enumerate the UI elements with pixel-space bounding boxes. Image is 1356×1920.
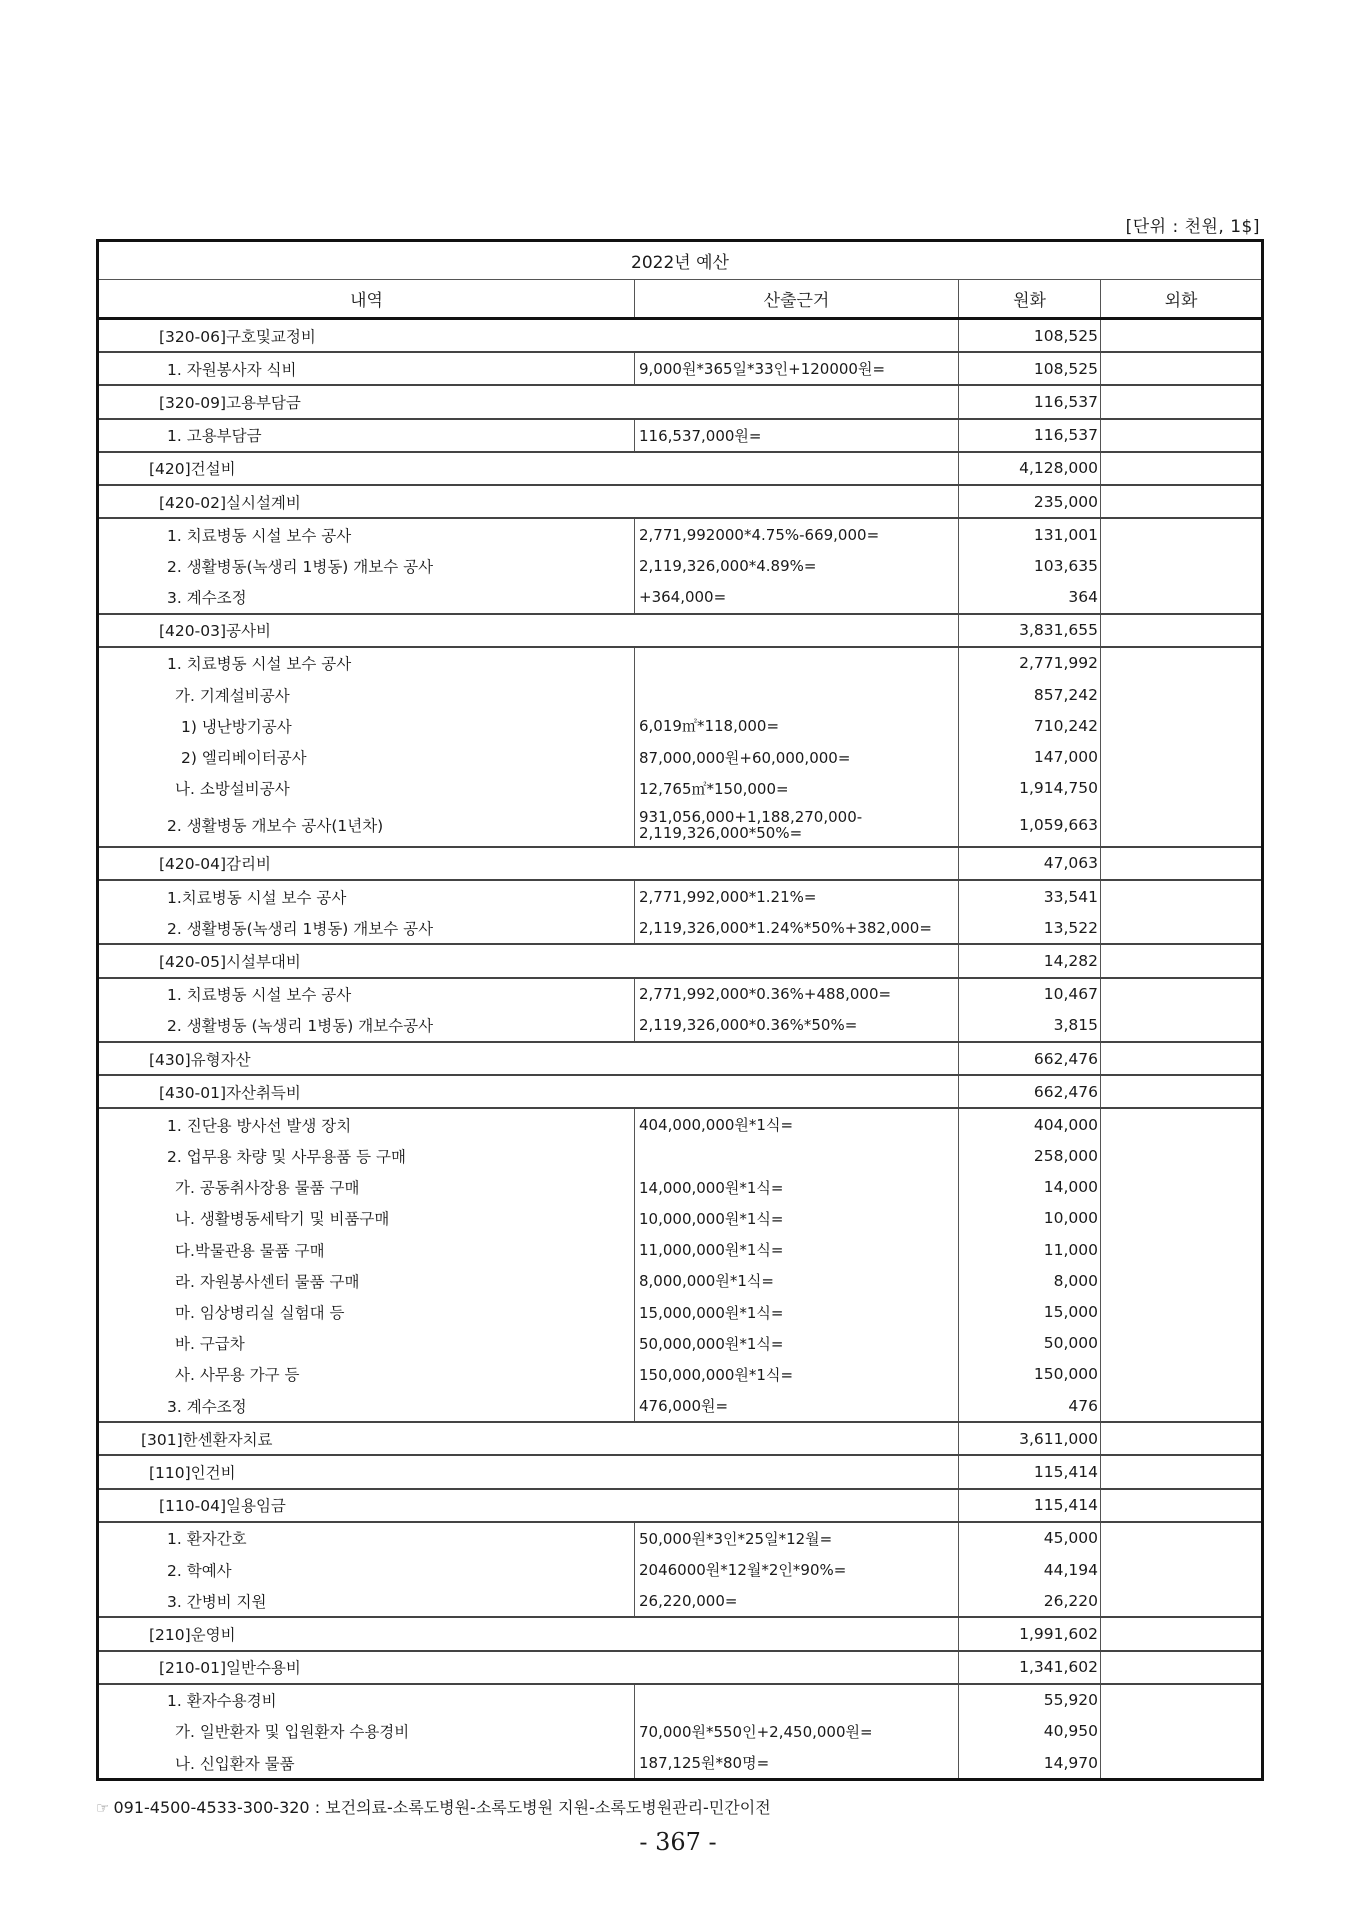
table-row-item: [98, 1141, 1263, 1172]
table-row-category: [98, 385, 1263, 418]
row-amount-krw: 15,000: [959, 1296, 1101, 1327]
table-row-item: [98, 741, 1263, 772]
row-amount-krw: 258,000: [959, 1141, 1101, 1172]
row-basis: 26,220,000=: [635, 1585, 959, 1617]
row-amount-foreign: [1101, 1203, 1263, 1234]
row-amount-foreign: [1101, 1296, 1263, 1327]
table-row-category: [98, 1042, 1263, 1075]
table-row-item: [98, 550, 1263, 581]
row-amount-foreign: [1101, 1234, 1263, 1265]
table-row-item: [98, 773, 1263, 804]
table-row-item: [98, 647, 1263, 679]
row-description: [320-09]고용부담금: [98, 385, 959, 418]
row-amount-krw: 662,476: [959, 1042, 1101, 1075]
row-amount-foreign: [1101, 1042, 1263, 1075]
row-amount-foreign: [1101, 1108, 1263, 1140]
row-description: [210-01]일반수용비: [98, 1651, 959, 1684]
row-description: [320-06]구호및교정비: [98, 319, 959, 353]
row-description: [420-04]감리비: [98, 847, 959, 880]
row-description: 2. 생활병동(녹생리 1병동) 개보수 공사: [167, 557, 434, 576]
row-basis: 2,771,992000*4.75%-669,000=: [635, 518, 959, 550]
row-amount-foreign: [1101, 1585, 1263, 1617]
unit-label: [단위 : 천원, 1$]: [1125, 217, 1260, 237]
table-row-category: [98, 319, 1263, 353]
row-amount-krw: 2,771,992: [959, 647, 1101, 679]
row-description: [430-01]자산취득비: [98, 1075, 959, 1108]
table-row-category: [98, 1489, 1263, 1522]
table-row-item: [98, 1747, 1263, 1780]
row-description: 2. 생활병동 (녹생리 1병동) 개보수공사: [167, 1017, 434, 1036]
table-row-item: [98, 1203, 1263, 1234]
row-description: 다.박물관용 물품 구매: [175, 1241, 325, 1260]
row-amount-foreign: [1101, 1265, 1263, 1296]
row-description: 마. 임상병리실 실험대 등: [175, 1304, 345, 1323]
row-amount-krw: 3,831,655: [959, 614, 1101, 647]
row-basis: 187,125원*80명=: [635, 1747, 959, 1780]
table-row-item: [98, 880, 1263, 912]
row-basis: 2,119,326,000*1.24%*50%+382,000=: [635, 912, 959, 944]
row-amount-krw: 44,194: [959, 1554, 1101, 1585]
row-amount-foreign: [1101, 1422, 1263, 1455]
row-description: 2. 생활병동 개보수 공사(1년차): [167, 816, 384, 835]
row-description: 3. 계수조정: [167, 1397, 247, 1416]
row-amount-krw: 131,001: [959, 518, 1101, 550]
row-basis: 6,019㎡*118,000=: [635, 710, 959, 741]
row-amount-foreign: [1101, 452, 1263, 485]
row-amount-krw: 40,950: [959, 1716, 1101, 1747]
row-amount-krw: 14,970: [959, 1747, 1101, 1780]
row-description: 바. 구급차: [175, 1335, 245, 1354]
row-description: [301]한센환자치료: [98, 1422, 959, 1455]
row-description: 가. 일반환자 및 입원환자 수용경비: [175, 1723, 410, 1742]
table-title-row: [98, 241, 1263, 280]
row-description: 1. 치료병동 시설 보수 공사: [98, 647, 635, 679]
row-description: 가. 기계설비공사: [175, 686, 290, 705]
row-description: [110-04]일용임금: [98, 1489, 959, 1522]
budget-table: [96, 239, 1264, 1781]
row-amount-foreign: [1101, 1617, 1263, 1650]
row-basis: [635, 1684, 959, 1716]
row-amount-krw: 108,525: [959, 352, 1101, 385]
row-amount-foreign: [1101, 679, 1263, 710]
row-basis: 14,000,000원*1식=: [635, 1172, 959, 1203]
table-row-item: [98, 1010, 1263, 1042]
row-amount-foreign: [1101, 741, 1263, 772]
row-amount-foreign: [1101, 1554, 1263, 1585]
row-amount-krw: 4,128,000: [959, 452, 1101, 485]
row-description: 가. 공동취사장용 물품 구매: [175, 1179, 360, 1198]
row-amount-krw: 1,914,750: [959, 773, 1101, 804]
row-amount-krw: 115,414: [959, 1455, 1101, 1488]
row-amount-krw: 1,991,602: [959, 1617, 1101, 1650]
row-amount-krw: 8,000: [959, 1265, 1101, 1296]
row-description: 1) 냉난방기공사: [181, 717, 292, 736]
row-amount-foreign: [1101, 352, 1263, 385]
column-header-basis: 산출근거: [635, 280, 959, 319]
table-row-item: [98, 1328, 1263, 1359]
row-description: 라. 자원봉사센터 물품 구매: [175, 1272, 360, 1291]
footnote: [96, 1795, 771, 1818]
row-amount-krw: 13,522: [959, 912, 1101, 944]
row-amount-krw: 116,537: [959, 385, 1101, 418]
row-amount-foreign: [1101, 518, 1263, 550]
row-description: [420-03]공사비: [98, 614, 959, 647]
row-description: [430]유형자산: [98, 1042, 959, 1075]
table-row-item: [98, 1265, 1263, 1296]
row-amount-foreign: [1101, 944, 1263, 977]
row-amount-krw: 116,537: [959, 419, 1101, 452]
row-amount-krw: 108,525: [959, 319, 1101, 353]
row-amount-foreign: [1101, 1455, 1263, 1488]
row-basis: 10,000,000원*1식=: [635, 1203, 959, 1234]
table-row-item: [98, 1716, 1263, 1747]
row-amount-foreign: [1101, 614, 1263, 647]
table-row-item: [98, 1234, 1263, 1265]
column-header-krw: 원화: [959, 280, 1101, 319]
row-amount-krw: 235,000: [959, 485, 1101, 518]
row-description: [420-02]실시설계비: [98, 485, 959, 518]
row-amount-krw: 10,467: [959, 978, 1101, 1010]
table-row-item: [98, 1684, 1263, 1716]
row-amount-foreign: [1101, 550, 1263, 581]
row-amount-foreign: [1101, 1747, 1263, 1780]
row-amount-foreign: [1101, 1172, 1263, 1203]
row-description: [420]건설비: [98, 452, 959, 485]
row-amount-foreign: [1101, 385, 1263, 418]
row-amount-foreign: [1101, 1651, 1263, 1684]
row-description: 2) 엘리베이터공사: [181, 749, 307, 768]
row-amount-foreign: [1101, 647, 1263, 679]
row-basis: 12,765㎡*150,000=: [635, 773, 959, 804]
row-description: [110]인건비: [98, 1455, 959, 1488]
row-amount-krw: 33,541: [959, 880, 1101, 912]
row-amount-krw: 50,000: [959, 1328, 1101, 1359]
table-row-item: [98, 1296, 1263, 1327]
table-row-category: [98, 944, 1263, 977]
row-basis: 11,000,000원*1식=: [635, 1234, 959, 1265]
row-description: 1. 진단용 방사선 발생 장치: [98, 1108, 635, 1140]
row-basis: +364,000=: [635, 582, 959, 614]
row-amount-krw: 404,000: [959, 1108, 1101, 1140]
row-amount-foreign: [1101, 880, 1263, 912]
row-description: 2. 업무용 차량 및 사무용품 등 구매: [167, 1148, 407, 1167]
row-description: 나. 신입환자 물품: [175, 1754, 295, 1773]
row-amount-krw: 10,000: [959, 1203, 1101, 1234]
row-amount-krw: 710,242: [959, 710, 1101, 741]
row-basis: 116,537,000원=: [635, 419, 959, 452]
row-amount-foreign: [1101, 773, 1263, 804]
row-amount-foreign: [1101, 912, 1263, 944]
row-description: [210]운영비: [98, 1617, 959, 1650]
row-basis: 15,000,000원*1식=: [635, 1296, 959, 1327]
row-basis: [635, 679, 959, 710]
row-basis: 2046000원*12월*2인*90%=: [635, 1554, 959, 1585]
row-amount-foreign: [1101, 978, 1263, 1010]
row-amount-foreign: [1101, 710, 1263, 741]
table-row-item: [98, 1390, 1263, 1422]
table-row-item: [98, 352, 1263, 385]
table-row-category: [98, 1455, 1263, 1488]
row-amount-krw: 1,341,602: [959, 1651, 1101, 1684]
row-amount-krw: 55,920: [959, 1684, 1101, 1716]
row-amount-krw: 364: [959, 582, 1101, 614]
row-amount-krw: 26,220: [959, 1585, 1101, 1617]
row-amount-foreign: [1101, 1328, 1263, 1359]
row-basis: 931,056,000+1,188,270,000-2,119,326,000*50%=: [635, 804, 959, 847]
row-description: 3. 간병비 지원: [167, 1592, 267, 1611]
table-row-item: [98, 1585, 1263, 1617]
row-basis: 150,000,000원*1식=: [635, 1359, 959, 1390]
row-basis: 8,000,000원*1식=: [635, 1265, 959, 1296]
table-row-category: [98, 1422, 1263, 1455]
table-row-category: [98, 1617, 1263, 1650]
table-row-item: [98, 912, 1263, 944]
table-row-item: [98, 1359, 1263, 1390]
row-amount-krw: 662,476: [959, 1075, 1101, 1108]
table-row-category: [98, 452, 1263, 485]
row-amount-krw: 14,282: [959, 944, 1101, 977]
row-amount-krw: 45,000: [959, 1522, 1101, 1554]
table-title: 2022년 예산: [98, 241, 1263, 280]
row-amount-krw: 150,000: [959, 1359, 1101, 1390]
row-amount-foreign: [1101, 847, 1263, 880]
row-basis: 50,000,000원*1식=: [635, 1328, 959, 1359]
row-basis: 50,000원*3인*25일*12월=: [635, 1522, 959, 1554]
row-amount-foreign: [1101, 1141, 1263, 1172]
row-basis: 476,000원=: [635, 1390, 959, 1422]
row-amount-foreign: [1101, 319, 1263, 353]
row-description: 1. 치료병동 시설 보수 공사: [98, 978, 635, 1010]
row-description: 1. 환자간호: [98, 1522, 635, 1554]
row-description: 나. 생활병동세탁기 및 비품구매: [175, 1210, 390, 1229]
table-row-item: [98, 804, 1263, 847]
row-amount-krw: 103,635: [959, 550, 1101, 581]
table-row-item: [98, 710, 1263, 741]
row-basis: 2,119,326,000*0.36%*50%=: [635, 1010, 959, 1042]
row-amount-foreign: [1101, 582, 1263, 614]
table-row-item: [98, 1172, 1263, 1203]
row-basis: 2,119,326,000*4.89%=: [635, 550, 959, 581]
row-description: 1. 환자수용경비: [98, 1684, 635, 1716]
row-amount-foreign: [1101, 1075, 1263, 1108]
row-amount-krw: 115,414: [959, 1489, 1101, 1522]
row-amount-krw: 1,059,663: [959, 804, 1101, 847]
row-amount-foreign: [1101, 1716, 1263, 1747]
row-amount-krw: 857,242: [959, 679, 1101, 710]
row-description: [420-05]시설부대비: [98, 944, 959, 977]
row-amount-krw: 11,000: [959, 1234, 1101, 1265]
row-description: 2. 생활병동(녹생리 1병동) 개보수 공사: [167, 919, 434, 938]
row-description: 나. 소방설비공사: [175, 780, 290, 799]
row-amount-foreign: [1101, 1359, 1263, 1390]
table-row-category: [98, 1651, 1263, 1684]
row-amount-krw: 47,063: [959, 847, 1101, 880]
row-description: 1. 고용부담금: [98, 419, 635, 452]
table-row-item: [98, 1108, 1263, 1140]
row-description: 1.치료병동 시설 보수 공사: [98, 880, 635, 912]
column-header-description: 내역: [98, 280, 635, 319]
row-description: 1. 자원봉사자 식비: [98, 352, 635, 385]
row-amount-foreign: [1101, 804, 1263, 847]
row-basis: [635, 647, 959, 679]
row-description: 사. 사무용 가구 등: [175, 1366, 300, 1385]
row-basis: 2,771,992,000*0.36%+488,000=: [635, 978, 959, 1010]
row-amount-foreign: [1101, 1390, 1263, 1422]
row-amount-foreign: [1101, 419, 1263, 452]
row-description: 1. 치료병동 시설 보수 공사: [98, 518, 635, 550]
column-header-foreign: 외화: [1101, 280, 1263, 319]
row-basis: [635, 1141, 959, 1172]
row-amount-foreign: [1101, 1522, 1263, 1554]
table-row-item: [98, 582, 1263, 614]
row-amount-foreign: [1101, 1010, 1263, 1042]
row-basis: 9,000원*365일*33인+120000원=: [635, 352, 959, 385]
row-description: 2. 학예사: [167, 1561, 232, 1580]
row-basis: 2,771,992,000*1.21%=: [635, 880, 959, 912]
row-amount-krw: 3,815: [959, 1010, 1101, 1042]
table-row-item: [98, 1554, 1263, 1585]
row-amount-krw: 14,000: [959, 1172, 1101, 1203]
pointing-hand-icon: ☞: [96, 1799, 110, 1817]
footnote-text: 091-4500-4533-300-320 : 보건의료-소록도병원-소록도병원 지원-소록도병원관리-민간이전: [113, 1798, 771, 1817]
budget-body: [98, 319, 1263, 1780]
page-number: - 367 -: [639, 1828, 717, 1856]
row-amount-foreign: [1101, 485, 1263, 518]
table-row-item: [98, 679, 1263, 710]
table-row-category: [98, 1075, 1263, 1108]
row-amount-krw: 147,000: [959, 741, 1101, 772]
table-row-item: [98, 1522, 1263, 1554]
table-row-category: [98, 485, 1263, 518]
table-row-item: [98, 518, 1263, 550]
row-amount-foreign: [1101, 1489, 1263, 1522]
row-description: 3. 계수조정: [167, 589, 247, 608]
table-row-category: [98, 614, 1263, 647]
table-row-item: [98, 419, 1263, 452]
row-amount-krw: 476: [959, 1390, 1101, 1422]
row-basis: 87,000,000원+60,000,000=: [635, 741, 959, 772]
row-amount-foreign: [1101, 1684, 1263, 1716]
table-row-category: [98, 847, 1263, 880]
column-header-row: [98, 280, 1263, 319]
row-basis: 70,000원*550인+2,450,000원=: [635, 1716, 959, 1747]
row-basis: 404,000,000원*1식=: [635, 1108, 959, 1140]
table-row-item: [98, 978, 1263, 1010]
row-amount-krw: 3,611,000: [959, 1422, 1101, 1455]
